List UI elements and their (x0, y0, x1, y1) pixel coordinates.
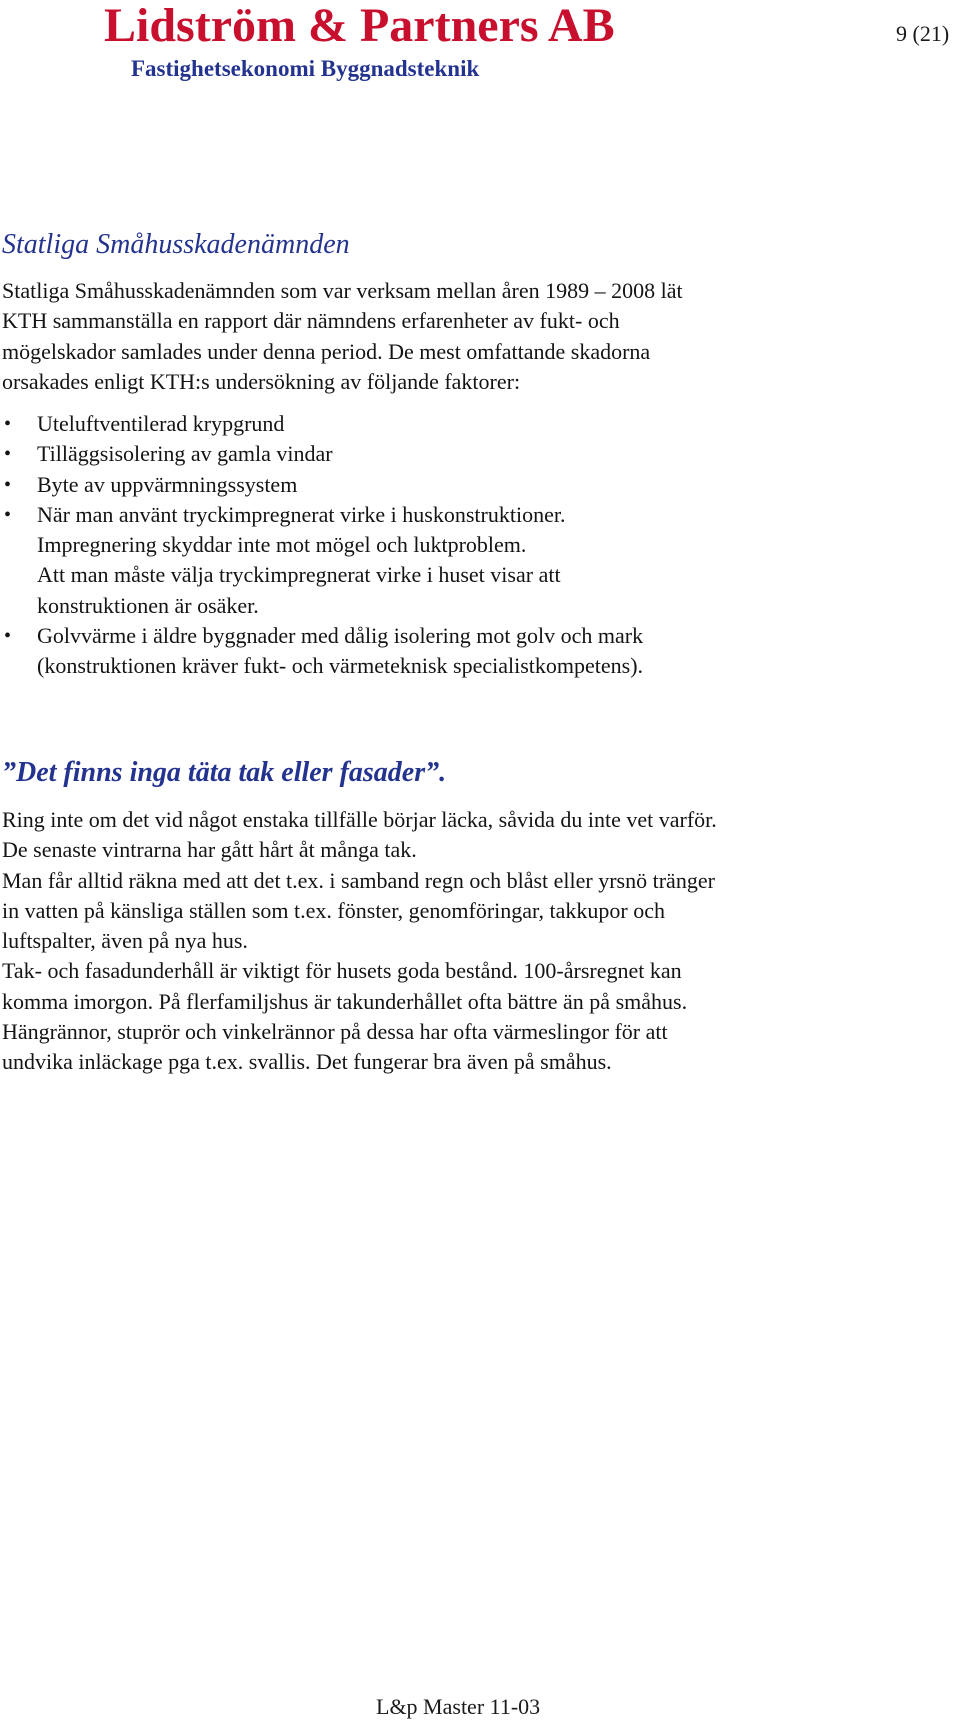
text-line: undvika inläckage pga t.ex. svallis. Det fungerar bra även på småhus. (2, 1049, 612, 1075)
list-note: Impregnering skyddar inte mot mögel och luktproblem. (37, 532, 527, 558)
text-line: orsakades enligt KTH:s undersökning av följande faktorer: (2, 368, 521, 394)
damage-factors-list (0, 409, 950, 682)
text-line: Tak- och fasadunderhåll är viktigt för husets goda bestånd. 100-årsregnet kan (2, 958, 682, 984)
bullet-icon: • (4, 473, 12, 496)
section-heading-tata-tak: ”Det finns inga täta tak eller fasader”. (2, 757, 447, 788)
page-footer: L&p Master 11-03 (376, 1694, 541, 1719)
text-line: Hängrännor, stuprör och vinkelrännor på dessa har ofta värmeslingor för att (2, 1019, 668, 1045)
text-line: komma imorgon. På flerfamiljshus är takunderhållet ofta bättre än på småhus. (2, 988, 688, 1014)
list-item (0, 439, 950, 469)
intro-paragraph (2, 276, 952, 397)
list-note: konstruktionen är osäker. (37, 592, 259, 618)
text-line: Statliga Småhusskadenämnden som var verksam mellan åren 1989 – 2008 lät (2, 278, 683, 303)
company-subtitle: Fastighetsekonomi Byggnadsteknik (131, 56, 480, 81)
roof-facade-paragraph (2, 805, 952, 1078)
list-item (0, 470, 950, 500)
bullet-icon: • (4, 443, 12, 466)
bullet-icon: • (4, 503, 12, 526)
list-item (0, 500, 950, 530)
text-line: luftspalter, även på nya hus. (2, 928, 248, 954)
list-item-text: (konstruktionen kräver fukt- och värmeteknisk specialistkompetens). (37, 653, 644, 679)
list-item-text: Tilläggsisolering av gamla vindar (37, 441, 333, 467)
list-note: Att man måste välja tryckimpregnerat virke i huset visar att (37, 562, 561, 588)
list-item-text: När man använt tryckimpregnerat virke i huskonstruktioner. (37, 501, 566, 527)
page-number: 9 (21) (896, 21, 950, 46)
list-item-text: Uteluftventilerad krypgrund (37, 411, 285, 436)
text-line: De senaste vintrarna har gått hårt åt många tak. (2, 837, 417, 863)
company-name: Lidström & Partners AB (104, 0, 615, 52)
section-heading-smahusskadenamnden: Statliga Småhusskadenämnden (2, 229, 350, 260)
list-item-text: Byte av uppvärmningssystem (37, 471, 298, 497)
text-line: Man får alltid räkna med att det t.ex. i samband regn och blåst eller yrsnö tränger (2, 867, 715, 893)
bullet-icon: • (4, 625, 12, 648)
list-item (0, 409, 950, 439)
text-line: KTH sammanställa en rapport där nämndens erfarenheter av fukt- och (2, 308, 620, 334)
bullet-icon: • (4, 413, 12, 435)
text-line: Ring inte om det vid något enstaka tillfälle börjar läcka, såvida du inte vet varför. (2, 807, 717, 832)
text-line: in vatten på känsliga ställen som t.ex. fönster, genomföringar, takkupor och (2, 897, 665, 923)
list-item-text: Golvvärme i äldre byggnader med dålig isolering mot golv och mark (37, 623, 644, 649)
list-item (0, 621, 950, 682)
text-line: mögelskador samlades under denna period. De mest omfattande skadorna (2, 338, 651, 364)
